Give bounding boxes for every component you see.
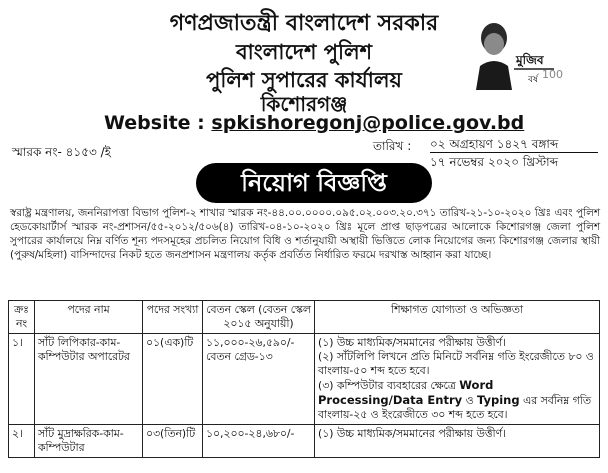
notice-title-banner: নিয়োগ বিজ্ঞপ্তি	[196, 163, 432, 203]
svg-text:বর্ষ: বর্ষ	[528, 75, 538, 85]
mujib-borsho-logo	[470, 18, 563, 90]
header-pay-scale: বেতন স্কেল (বেতন স্কেল ২০১৫ অনুযায়ী)	[203, 301, 315, 334]
header-qualification: শিক্ষাগত যোগ্যতা ও অভিজ্ঞতা	[315, 301, 600, 334]
website-label: Website :	[104, 112, 205, 134]
vacancy-table	[8, 300, 600, 458]
row-serial: ১।	[9, 334, 35, 425]
row-pay-scale: ১১,০০০-২৬,৫৯০/- বেতন গ্রেড-১৩	[203, 334, 315, 425]
qualification-software: Typing	[476, 393, 520, 407]
memo-number: স্মারক নং- ৪১৫৩ /ই	[12, 145, 111, 159]
row-post-name: সাঁট লিপিকার-কাম-কম্পিউটার অপারেটর	[35, 334, 143, 425]
office-title: পুলিশ সুপারের কার্যালয়	[206, 68, 402, 92]
qualification-item	[318, 378, 596, 422]
header-post-count: পদের সংখ্যা	[143, 301, 203, 334]
qualification-item: (১) উচ্চ মাধ্যমিক/সমমানের পরীক্ষায় উত্তীর্ণ।	[318, 427, 506, 440]
row-pay-scale: ১০,২০০-২৪,৬৮০/-	[203, 425, 315, 458]
department-title: বাংলাদেশ পুলিশ	[235, 40, 373, 64]
date-divider	[430, 152, 598, 153]
svg-text:মুজিব: মুজিব	[516, 53, 544, 67]
header-serial: ক্রঃ নং	[9, 301, 35, 334]
qualification-text: ও	[465, 394, 474, 407]
qualification-item: (২) সাঁটলিপি লিখনে প্রতি মিনিটে সর্বনিম্ন গতি ইংরেজীতে ৮০ ও বাংলায়-৫০ শব্দ হতে হবে।	[318, 350, 594, 377]
row-post-name: সাঁট মুদ্রাক্ষরিক-কাম-কম্পিউটার	[35, 425, 143, 458]
website-line	[104, 112, 524, 134]
row-serial: ২।	[9, 425, 35, 458]
row-post-count: ০১(এক)টি	[143, 334, 203, 425]
portrait-icon	[470, 18, 563, 90]
svg-text:100: 100	[542, 68, 563, 81]
qualification-text: (৩) কম্পিউটার ব্যবহারের ক্ষেত্রে	[318, 379, 456, 392]
qualification-item: (১) উচ্চ মাধ্যমিক/সমমানের পরীক্ষায় উত্তীর্ণ।	[318, 336, 506, 349]
table-row	[9, 425, 600, 458]
row-post-count: ০৩(তিন)টি	[143, 425, 203, 458]
qualification-software: Word Processing/Data Entry	[318, 378, 494, 407]
district-title: কিশোরগঞ্জ	[260, 92, 348, 116]
table-header-row	[9, 301, 600, 334]
website-link[interactable]: spkishoregonj@police.gov.bd	[211, 112, 525, 134]
qualification-text: এর সর্বনিম্ন গতি বাংলায়-২৫ ও ইংরেজীতে ৩০ শব্দ হতে হবে।	[318, 394, 591, 421]
row-qualification	[315, 425, 600, 458]
date-label: তারিখ :	[373, 139, 412, 153]
table-row	[9, 334, 600, 425]
date-bangla: ০২ অগ্রহায়ণ ১৪২৭ বঙ্গাব্দ	[430, 137, 559, 151]
notice-body: স্বরাষ্ট্র মন্ত্রণালয়, জননিরাপত্তা বিভাগ পুলিশ-২ শাখার স্মারক নং-৪৪.০০.০০০০.০৯৫.০২.০০৩.২০.৩৭১ তারিখ-২১-১০-২০২০ খ্রিঃ এবং পুলিশ হেডকোয়ার্টার্স স্মারক নং-প্রশাসন/৫৫-২০১২/৫০৬(৪) তারিখ-০৪-১০-২০২০ খ্রিঃ মূলে প্রাপ্ত ছাড়পত্রের আলোকে কিশোরগঞ্জ জেলা পুলিশ সুপারের কার্যালয়ে নিম্ন বর্ণিত শূন্য পদসমূহের প্রচলিত নিয়োগ বিধি ও শর্তানুযায়ী অস্থায়ী ভিত্তিতে লোক নিয়োগের জন্য কিশোরগঞ্জ জেলার স্থায়ী (পুরুষ/মহিলা) বাসিন্দাদের নিকট হতে জনপ্রশাসন মন্ত্রণালয় কর্তৃক প্রবর্তিত নির্ধারিত ফরমে দরখাস্ত আহ্বান করা যাচ্ছে।	[10, 207, 600, 261]
government-title: গণপ্রজাতন্ত্রী বাংলাদেশ সরকার	[169, 11, 439, 36]
row-qualification	[315, 334, 600, 425]
date-english: ১৭ নভেম্বর ২০২০ খ্রিস্টাব্দ	[430, 155, 558, 169]
header-post-name: পদের নাম	[35, 301, 143, 334]
